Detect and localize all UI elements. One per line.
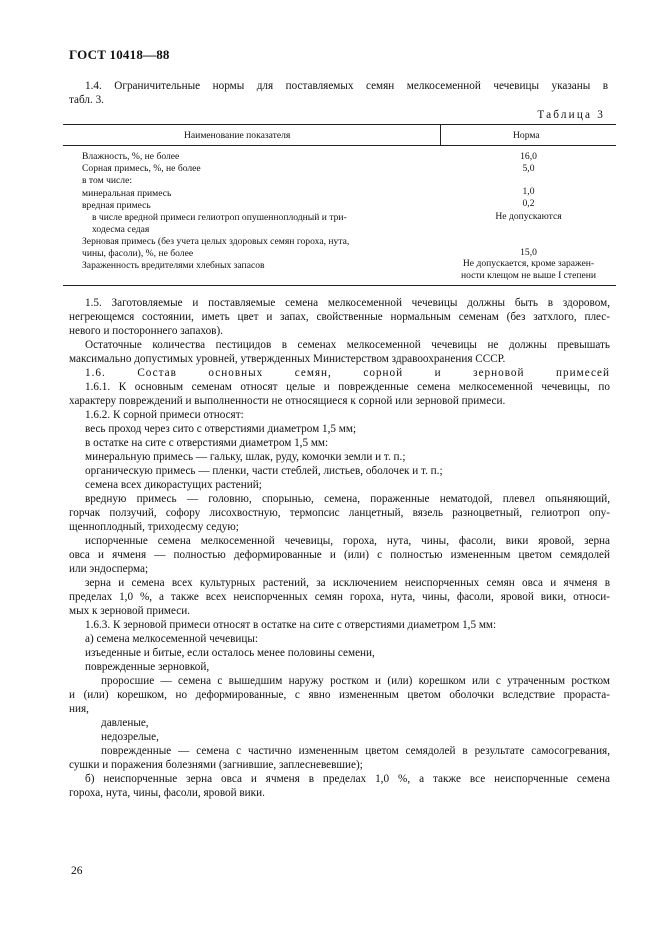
table-header-norm: Норма xyxy=(513,130,540,141)
page-number: 26 xyxy=(71,865,83,877)
table-top-rule xyxy=(63,124,616,125)
body-line: характеру повреждений и выполненности не относящиеся к сорной или зерновой примеси. xyxy=(69,395,506,407)
body-line: гороха, нута, чины, фасоли, яровой вики. xyxy=(69,787,265,799)
row-value: 16,0 xyxy=(520,151,537,162)
body-line: мых к зерновой примеси. xyxy=(69,605,191,617)
body-line: овса и ячменя — полностью деформированные и (или) с полностью измененным цветом семядолей xyxy=(69,549,610,561)
body-line: семена всех дикорастущих растений; xyxy=(85,479,262,491)
body-line: 1.6.2. К сорной примеси относят: xyxy=(85,409,244,421)
body-line: Остаточные количества пестицидов в семенах мелкосеменной чечевицы не должны превышать xyxy=(85,339,610,351)
row-label: Зараженность вредителями хлебных запасов xyxy=(82,260,265,271)
body-line: сушки и поражения болезнями (загнившие, заплесневевшие); xyxy=(69,759,363,771)
row-value: ности клещом не выше I степени xyxy=(460,270,597,281)
row-label: чины, фасоли), %, не более xyxy=(82,248,194,259)
document-header: ГОСТ 10418—88 xyxy=(69,47,170,62)
body-line: минеральную примесь — гальку, шлак, руду, комочки земли и т. п.; xyxy=(85,451,406,463)
body-line: максимально допустимых уровней, утвержденных Министерством здравоохранения СССР. xyxy=(69,353,506,365)
row-label: Зерновая примесь (без учета целых здоровых семян гороха, нута, xyxy=(82,236,350,247)
body-line: пределах 1,0 %, а также всех неиспорченных семян гороха, нута, чины, фасоли, яровой вики, относи- xyxy=(69,591,610,603)
row-label: ходесма седая xyxy=(92,224,150,235)
table-caption: Таблица 3 xyxy=(537,109,605,121)
body-line: зерна и семена всех культурных растений, за исключением неиспорченных семян овса и ячменя в xyxy=(85,577,610,589)
body-line: 1.5. Заготовляемые и поставляемые семена мелкосеменной чечевицы должны быть в здоровом, xyxy=(85,297,610,309)
row-value: 0,2 xyxy=(522,198,535,209)
body-line: недозрелые, xyxy=(101,731,159,743)
body-line: вредную примесь — головню, спорынью, семена, пораженные нематодой, плевел опьяняющий, xyxy=(85,493,610,505)
row-label: вредная примесь xyxy=(82,200,151,211)
row-label: в числе вредной примеси гелиотроп опушенноплодный и три- xyxy=(92,212,347,223)
body-line: весь проход через сито с отверстиями диаметром 1,5 мм; xyxy=(85,423,357,435)
body-line: негреющемся состоянии, иметь цвет и запах, свойственные нормальным семенам (без затхлого, плес- xyxy=(69,311,610,323)
row-value: Не допускаются xyxy=(495,211,562,222)
body-line: горчак ползучий, софору лисохвостную, термопсис ланцетный, вязель разноцветный, гелиотроп опу- xyxy=(69,507,610,519)
row-value: 1,0 xyxy=(522,186,535,197)
section-heading: 1.6. Состав основных семян, сорной и зерновой примесей xyxy=(85,367,610,379)
body-line: или эндосперма; xyxy=(69,563,149,575)
body-line: изъеденные и битые, если осталось менее половины семени, xyxy=(85,647,375,659)
row-label: в том числе: xyxy=(82,175,133,186)
table-header-divider xyxy=(440,124,441,145)
body-line: ния, xyxy=(69,703,89,715)
body-line: щенноплодный, триходесму седую; xyxy=(69,521,239,533)
intro-line-2: табл. 3. xyxy=(69,94,104,106)
body-line: давленые, xyxy=(101,717,149,729)
body-line: поврежденные — семена с частично измененным цветом семядолей в результате самосогревания, xyxy=(101,745,610,757)
body-line: органическую примесь — пленки, части стеблей, листьев, оболочек и т. п.; xyxy=(85,465,443,477)
row-label: Сорная примесь, %, не более xyxy=(82,163,201,174)
row-value: 15,0 xyxy=(520,247,537,258)
row-value: Не допускается, кроме заражен- xyxy=(462,258,595,269)
body-line: проросшие — семена с вышедшим наружу ростком и (или) корешком или с утраченным ростком xyxy=(101,675,610,687)
body-line: невого и постороннего запахов). xyxy=(69,325,223,337)
body-line: 1.6.3. К зерновой примеси относят в остатке на сите с отверстиями диаметром 1,5 мм: xyxy=(85,619,497,631)
intro-line-1: 1.4. Ограничительные нормы для поставляемых семян мелкосеменной чечевицы указаны в xyxy=(85,80,608,92)
body-line: б) неиспорченные зерна овса и ячменя в пределах 1,0 %, а также все неиспорченные семена xyxy=(85,773,610,785)
row-label: Влажность, %, не более xyxy=(82,151,180,162)
row-value: 5,0 xyxy=(522,163,535,174)
body-line: 1.6.1. К основным семенам относят целые и поврежденные семена мелкосеменной чечевицы, по xyxy=(85,381,610,393)
table-header-name: Наименование показателя xyxy=(184,130,291,141)
table-header-rule xyxy=(63,145,616,146)
body-line: испорченные семена мелкосеменной чечевицы, гороха, нута, чины, фасоли, вики яровой, зерна xyxy=(85,535,610,547)
row-label: минеральная примесь xyxy=(82,188,172,199)
body-line: а) семена мелкосеменной чечевицы: xyxy=(85,633,258,645)
body-line: и (или) корешком, но деформированные, с явно измененным цветом оболочки вследствие прораста- xyxy=(69,689,610,701)
body-line: в остатке на сите с отверстиями диаметром 1,5 мм: xyxy=(85,437,329,449)
body-line: поврежденные зерновкой, xyxy=(85,661,210,673)
table-bottom-rule xyxy=(63,285,616,286)
